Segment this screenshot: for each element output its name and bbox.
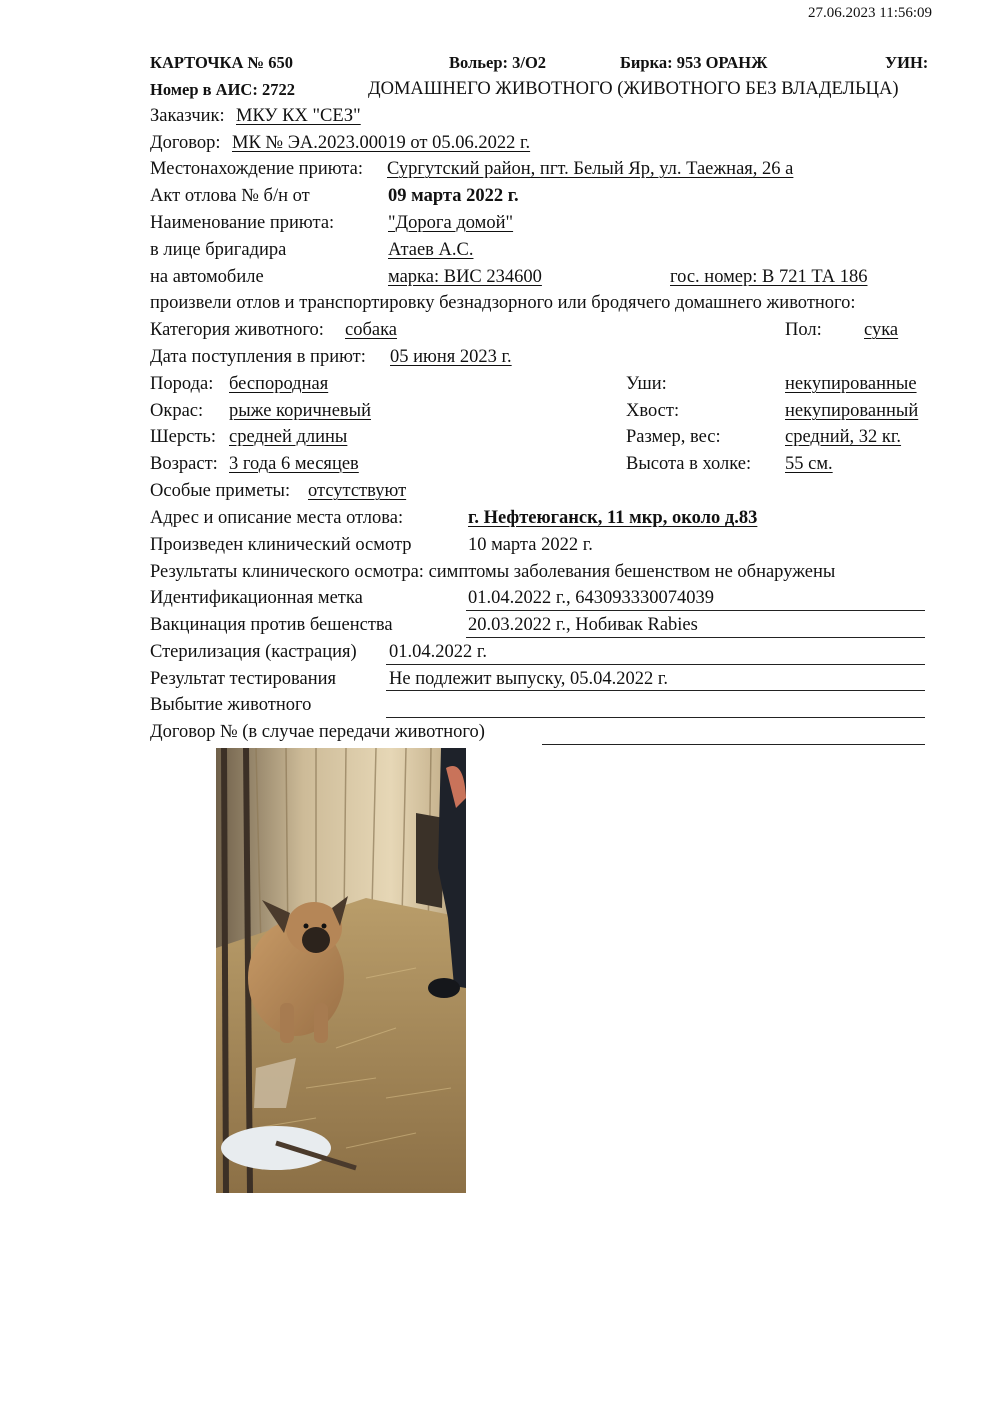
size-value: средний, 32 кг. (785, 427, 902, 447)
shelter-value: "Дорога домой" (388, 213, 514, 233)
location-value: Сургутский район, пгт. Белый Яр, ул. Таежная, 26 а (387, 159, 794, 179)
print-timestamp: 27.06.2023 11:56:09 (808, 5, 933, 21)
transfer-label: Договор № (в случае передачи животного) (150, 722, 485, 742)
transfer-underline (542, 744, 925, 745)
vacc-label: Вакцинация против бешенства (150, 615, 393, 635)
act-label: Акт отлова № б/н от (150, 186, 310, 206)
age-value: 3 года 6 месяцев (229, 454, 359, 474)
vacc-value: 20.03.2022 г., Нобивак Rabies (468, 615, 698, 635)
vehicle-value: марка: ВИС 234600 (388, 267, 542, 287)
address-label: Адрес и описание места отлова: (150, 508, 404, 528)
size-label: Размер, вес: (626, 427, 721, 447)
customer-label: Заказчик: (150, 106, 225, 126)
steril-label: Стерилизация (кастрация) (150, 642, 357, 662)
animal-photo (216, 748, 466, 1193)
tail-value: некупированный (785, 401, 919, 421)
contract-label: Договор: (150, 133, 221, 153)
tag: Бирка: 953 ОРАНЖ (620, 53, 768, 72)
breed-value: беспородная (229, 374, 329, 394)
sex-label: Пол: (785, 320, 822, 340)
exam-result: Результаты клинического осмотра: симптомы заболевания бешенством не обнаружены (150, 562, 836, 582)
statement: произвели отлов и транспортировку безнадзорного или бродячего домашнего животного: (150, 293, 856, 313)
id-underline (466, 610, 925, 611)
height-value: 55 см. (785, 454, 833, 474)
arrival-value: 05 июня 2023 г. (390, 347, 512, 367)
exit-underline (386, 717, 925, 718)
exam-label: Произведен клинический осмотр (150, 535, 412, 555)
card-number: КАРТОЧКА № 650 (150, 53, 293, 72)
exam-value: 10 марта 2022 г. (468, 535, 593, 555)
vacc-underline (466, 637, 925, 638)
foreman-label: в лице бригадира (150, 240, 287, 260)
color-value: рыже коричневый (229, 401, 371, 421)
breed-label: Порода: (150, 374, 214, 394)
vehicle-label: на автомобиле (150, 267, 264, 287)
ears-value: некупированные (785, 374, 917, 394)
coat-label: Шерсть: (150, 427, 216, 447)
test-underline (386, 690, 925, 691)
exit-label: Выбытие животного (150, 695, 312, 715)
uin: УИН: (885, 53, 929, 72)
steril-value: 01.04.2022 г. (389, 642, 488, 662)
dog-photo-illustration (216, 748, 466, 1193)
ais-number: Номер в АИС: 2722 (150, 80, 295, 99)
test-value: Не подлежит выпуску, 05.04.2022 г. (389, 669, 668, 689)
act-value: 09 марта 2022 г. (388, 186, 519, 206)
arrival-label: Дата поступления в приют: (150, 347, 366, 367)
marks-value: отсутствуют (308, 481, 407, 501)
category-label: Категория животного: (150, 320, 324, 340)
marks-label: Особые приметы: (150, 481, 291, 501)
address-value: г. Нефтеюганск, 11 мкр, около д.83 (468, 508, 758, 528)
location-label: Местонахождение приюта: (150, 159, 363, 179)
height-label: Высота в холке: (626, 454, 752, 474)
test-label: Результат тестирования (150, 669, 337, 689)
coat-value: средней длины (229, 427, 348, 447)
id-value: 01.04.2022 г., 643093330074039 (468, 588, 715, 608)
plate-value: гос. номер: В 721 ТА 186 (670, 267, 868, 287)
shelter-label: Наименование приюта: (150, 213, 335, 233)
enclosure: Вольер: 3/О2 (449, 53, 547, 72)
card-title: ДОМАШНЕГО ЖИВОТНОГО (ЖИВОТНОГО БЕЗ ВЛАДЕЛЬЦА) (368, 79, 899, 99)
foreman-value: Атаев А.С. (388, 240, 474, 260)
steril-underline (386, 664, 925, 665)
id-label: Идентификационная метка (150, 588, 363, 608)
age-label: Возраст: (150, 454, 218, 474)
sex-value: сука (864, 320, 899, 340)
category-value: собака (345, 320, 398, 340)
contract-value: МК № ЭА.2023.00019 от 05.06.2022 г. (232, 133, 531, 153)
color-label: Окрас: (150, 401, 204, 421)
tail-label: Хвост: (626, 401, 680, 421)
customer-value: МКУ КХ "СЕЗ" (236, 106, 361, 126)
ears-label: Уши: (626, 374, 667, 394)
